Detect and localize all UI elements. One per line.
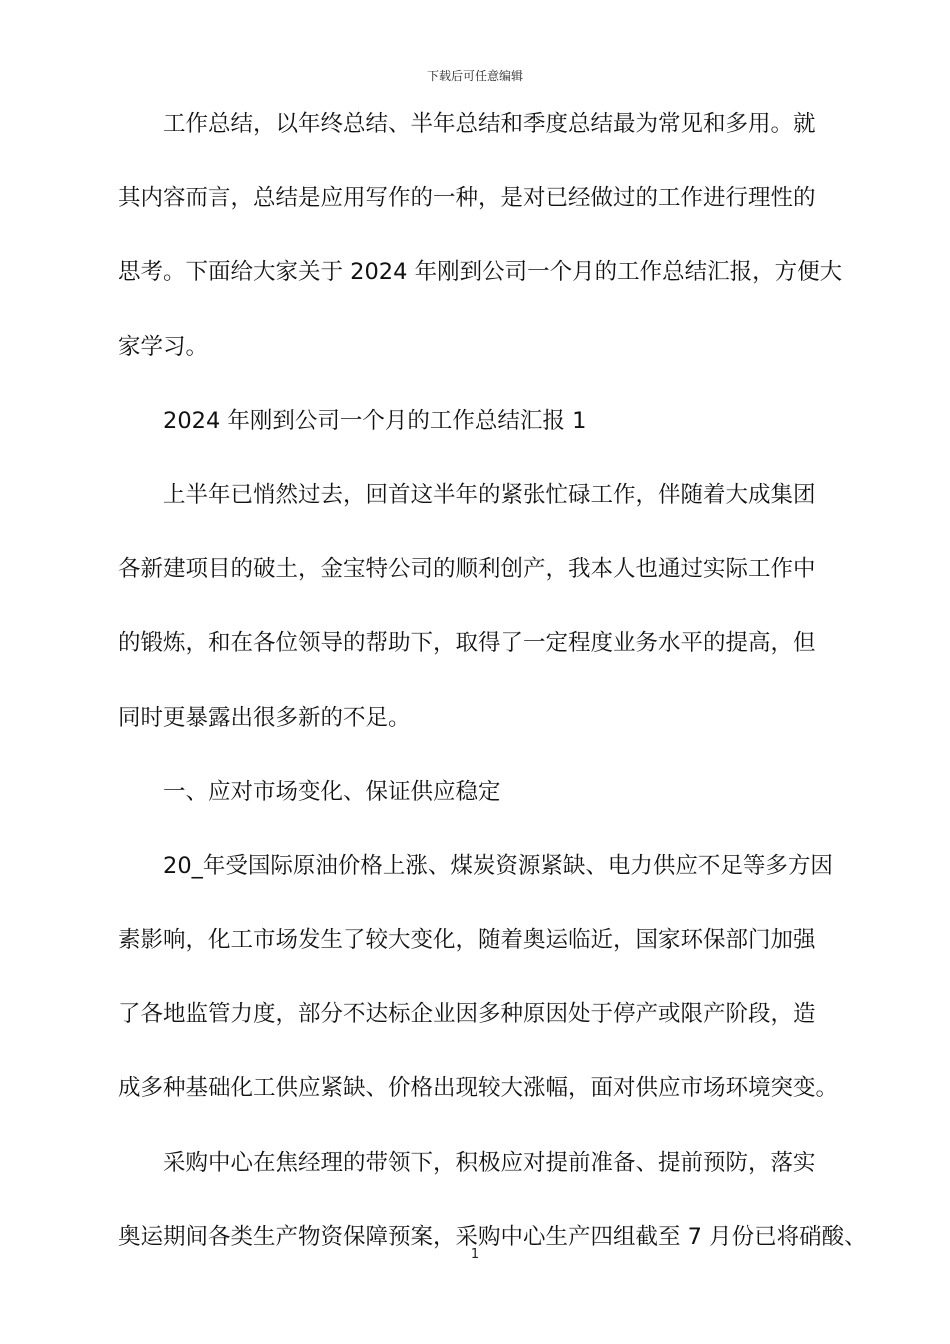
- paragraph-line: 上半年已悄然过去，回首这半年的紧张忙碌工作，伴随着大成集团: [163, 481, 816, 508]
- paragraph-line: 成多种基础化工供应紧缺、价格出现较大涨幅，面对供应市场环境突变。: [118, 1075, 839, 1102]
- paragraph-line: 思考。下面给大家关于 2024 年刚到公司一个月的工作总结汇报，方便大: [118, 259, 843, 286]
- paragraph-line: 家学习。: [118, 333, 209, 360]
- page-number: 1: [470, 1247, 480, 1262]
- page-header: 下载后可任意编辑: [426, 69, 523, 83]
- section-heading: 一、应对市场变化、保证供应稳定: [163, 778, 501, 805]
- paragraph-line: 20_年受国际原油价格上涨、煤炭资源紧缺、电力供应不足等多方因: [163, 852, 833, 879]
- paragraph-line: 采购中心在焦经理的带领下，积极应对提前准备、提前预防，落实: [163, 1149, 816, 1176]
- paragraph-line: 奥运期间各类生产物资保障预案，采购中心生产四组截至 7 月份已将硝酸、: [118, 1223, 867, 1250]
- paragraph-line: 其内容而言，总结是应用写作的一种，是对已经做过的工作进行理性的: [118, 185, 816, 212]
- paragraph-line: 素影响，化工市场发生了较大变化，随着奥运临近，国家环保部门加强: [118, 927, 816, 954]
- section-title: 2024 年刚到公司一个月的工作总结汇报 1: [163, 407, 587, 434]
- paragraph-line: 同时更暴露出很多新的不足。: [118, 704, 411, 731]
- paragraph-line: 了各地监管力度，部分不达标企业因多种原因处于停产或限产阶段，造: [118, 1001, 816, 1028]
- document-body: [118, 103, 867, 1290]
- paragraph-line: 的锻炼，和在各位领导的帮助下，取得了一定程度业务水平的提高，但: [118, 630, 816, 657]
- paragraph-line: 各新建项目的破土，金宝特公司的顺利创产，我本人也通过实际工作中: [118, 556, 816, 583]
- paragraph-line: 工作总结，以年终总结、半年总结和季度总结最为常见和多用。就: [163, 111, 816, 137]
